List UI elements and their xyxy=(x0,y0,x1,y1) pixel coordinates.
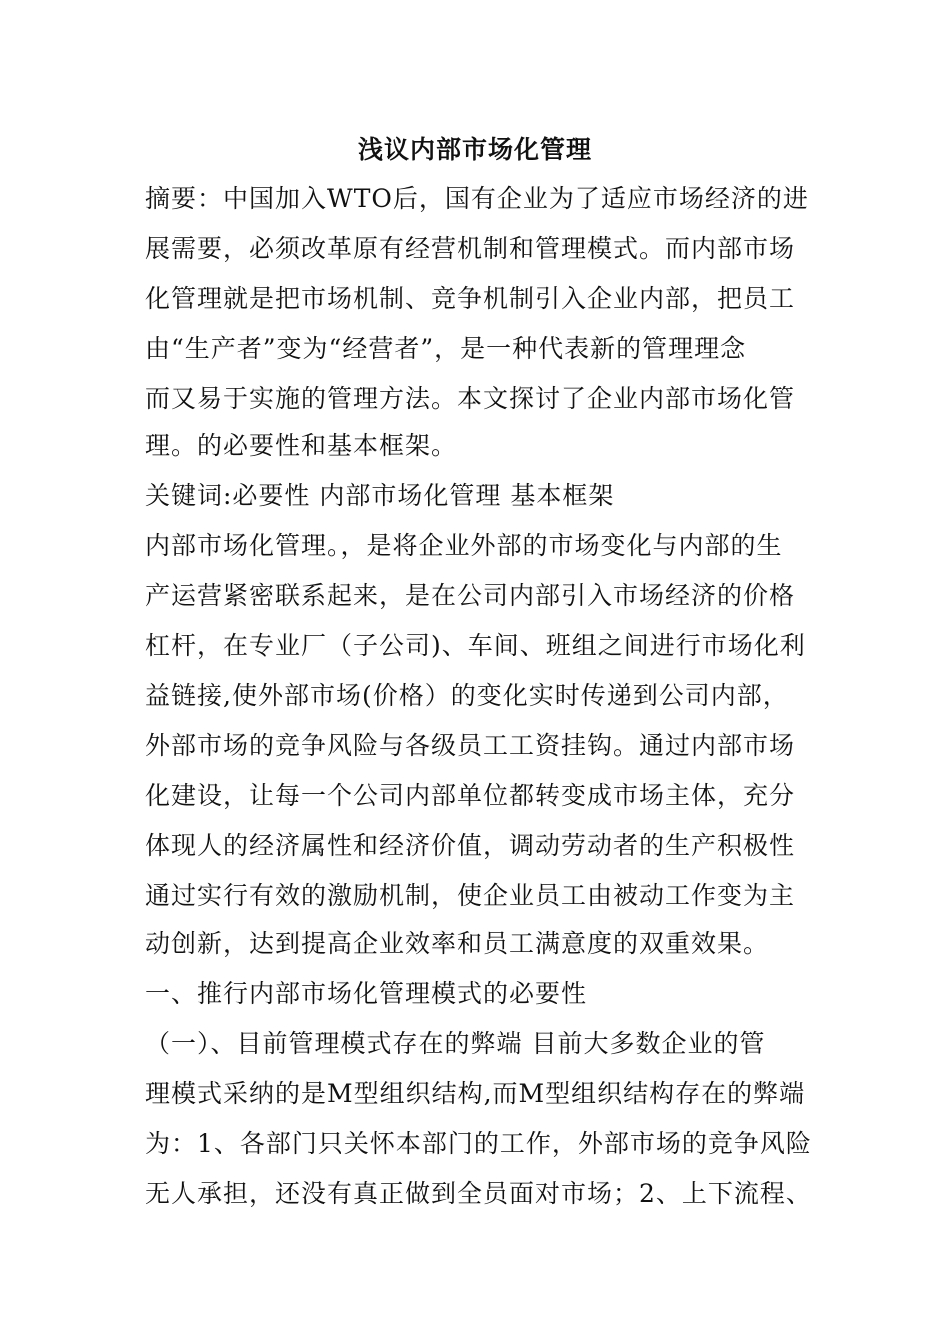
body-line-7: 体现人的经济属性和经济价值，调动劳动者的生产积极性 xyxy=(145,831,796,860)
abstract-line-5: 而又易于实施的管理方法。本文探讨了企业内部市场化管 xyxy=(145,384,796,413)
section-line-3: 为：1、各部门只关怀本部门的工作，外部市场的竞争风险 xyxy=(145,1129,812,1158)
body-line-9: 动创新，达到提高企业效率和员工满意度的双重效果。 xyxy=(145,929,770,958)
body-line-6: 化建设，让每一个公司内部单位都转变成市场主体，充分 xyxy=(145,781,796,810)
abstract-line-2: 展需要，必须改革原有经营机制和管理模式。而内部市场 xyxy=(145,234,796,263)
abstract-line-6: 理。的必要性和基本框架。 xyxy=(145,431,458,460)
section-line-2: 理模式采纳的是M型组织结构,而M型组织结构存在的弊端 xyxy=(145,1079,806,1108)
body-line-2: 产运营紧密联系起来，是在公司内部引入市场经济的价格 xyxy=(145,581,796,610)
body-line-1: 内部市场化管理。，是将企业外部的市场变化与内部的生 xyxy=(145,531,783,560)
abstract-line-4: 由“生产者”变为“经营者”，是一种代表新的管理理念 xyxy=(145,334,747,363)
section-heading: 一、推行内部市场化管理模式的必要性 xyxy=(145,979,588,1008)
document-title: 浅议内部市场化管理 xyxy=(357,135,592,164)
body-line-3: 杠杆，在专业厂（子公司)、车间、班组之间进行市场化利 xyxy=(145,631,806,660)
keywords-line: 关键词:必要性 内部市场化管理 基本框架 xyxy=(145,481,615,510)
body-line-8: 通过实行有效的激励机制，使企业员工由被动工作变为主 xyxy=(145,881,796,910)
section-line-4: 无人承担，还没有真正做到全员面对市场；2、上下流程、 xyxy=(145,1179,812,1208)
body-line-4: 益链接,使外部市场(价格）的变化实时传递到公司内部， xyxy=(145,681,789,710)
section-line-1: （一）、目前管理模式存在的弊端 目前大多数企业的管 xyxy=(145,1029,766,1058)
body-line-5: 外部市场的竞争风险与各级员工工资挂钩。通过内部市场 xyxy=(145,731,796,760)
abstract-line-1: 摘要：中国加入WTO后，国有企业为了适应市场经济的进 xyxy=(145,184,809,213)
abstract-line-3: 化管理就是把市场机制、竞争机制引入企业内部，把员工 xyxy=(145,284,796,313)
